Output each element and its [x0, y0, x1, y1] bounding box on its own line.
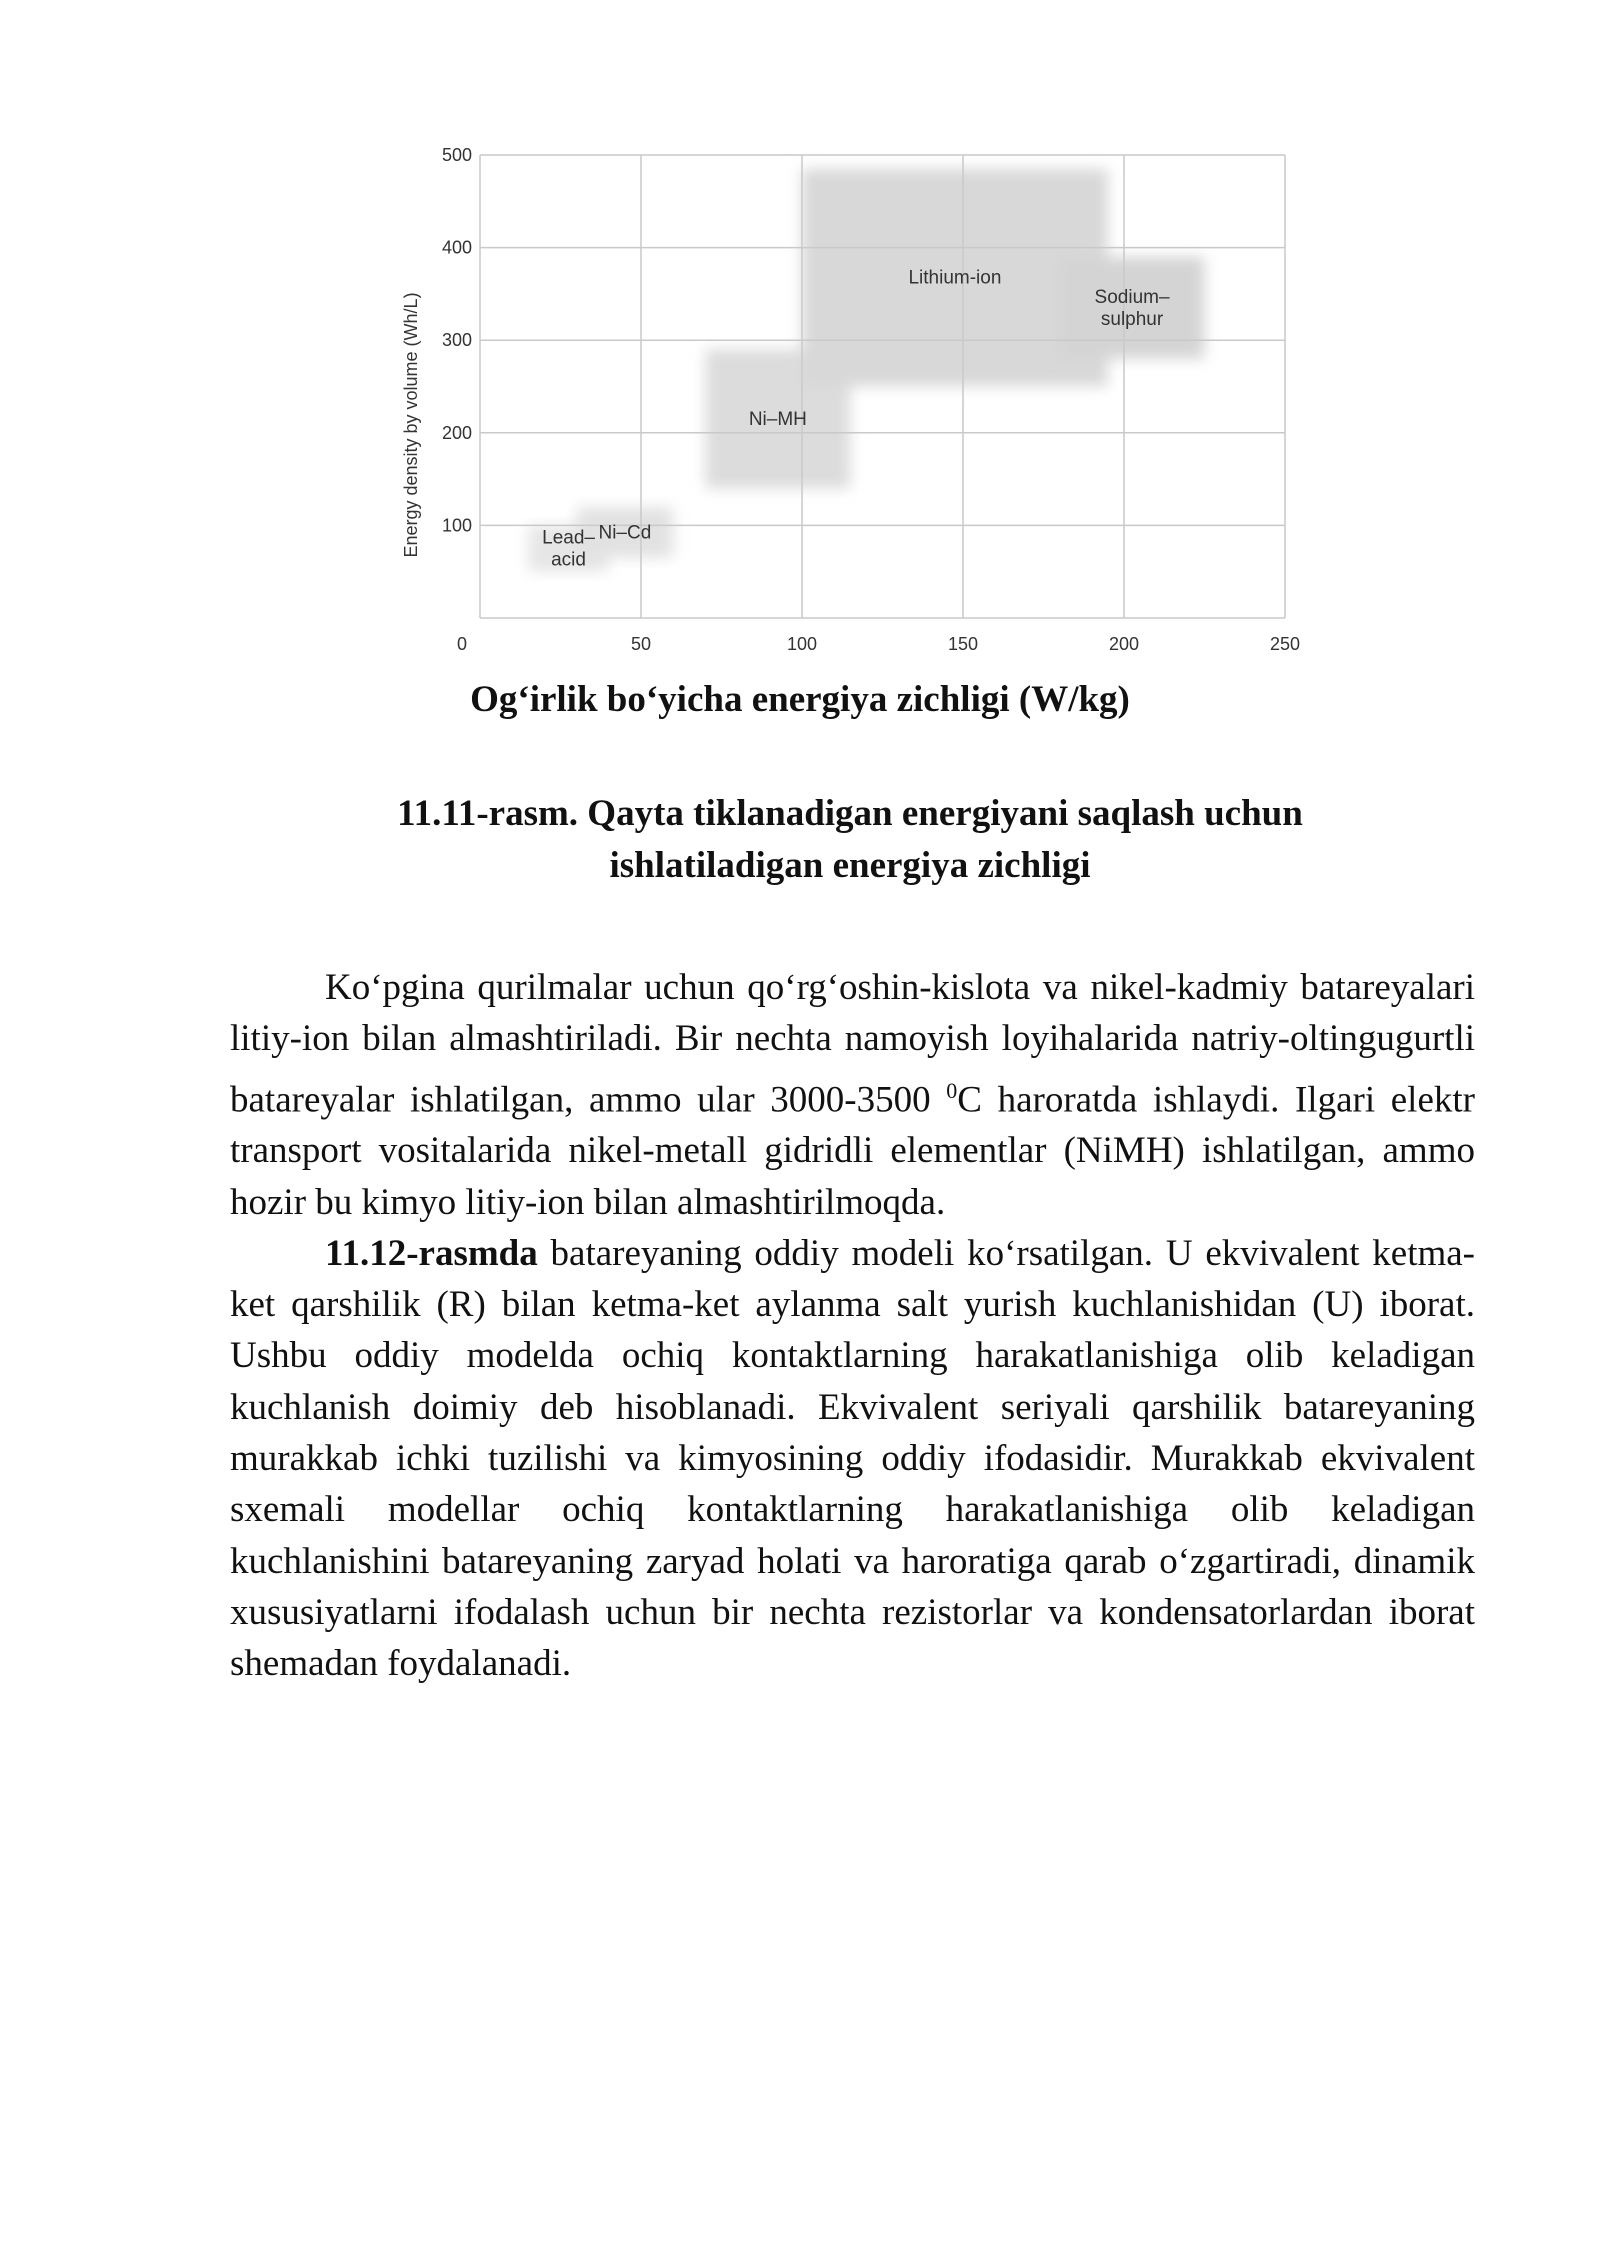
y-tick-label: 100: [441, 515, 472, 536]
region-label: acid: [551, 549, 586, 571]
x-tick-label: 0: [456, 634, 468, 654]
region-label: sulphur: [1100, 308, 1164, 330]
x-tick-label: 150: [947, 634, 979, 654]
y-axis-label: Energy density by volume (Wh/L): [401, 292, 421, 558]
degree-superscript: 0: [946, 1077, 958, 1103]
region-label: Lead–: [542, 527, 595, 549]
x-tick-label: 250: [1269, 634, 1301, 654]
figure-reference: 11.12-rasmda: [325, 1232, 538, 1274]
y-tick-label: 200: [441, 422, 472, 443]
x-tick-label: 200: [1108, 634, 1140, 654]
paragraph-2: [230, 1228, 1475, 1690]
body-text: [230, 962, 1475, 1689]
paragraph-1: [230, 962, 1475, 1228]
region-label: Ni–Cd: [598, 522, 652, 544]
region-label: Ni–MH: [748, 408, 807, 430]
region-label: Sodium–: [1094, 286, 1170, 308]
figure-caption: [300, 788, 1400, 892]
energy-density-chart: [395, 140, 1320, 670]
paragraph-2-text: batareyaning oddiy modeli ko‘rsatilgan. U ekvivalent ketma-ket qarshilik (R) bilan ketma-ket aylanma salt yurish kuchlanishidan (U) iborat. Ushbu oddiy modelda ochiq kontaktlarning harakatlanishiga olib keladigan kuchlanish doimiy deb hisoblanadi. Ekvivalent seriyali qarshilik batareyaning murakkab ichki tuzilishi va kimyosining oddiy ifodasidir. Murakkab ekvivalent sxemali modellar ochiq kontaktlarning harakatlanishiga olib keladigan kuchlanishini batareyaning zaryad holati va haroratiga qarab o‘zgartiradi, dinamik xususiyatlarni ifodalash uchun bir nechta rezistorlar va kondensatorlardan iborat shemadan foydalanadi.: [230, 1232, 1475, 1685]
caption-line-2: ishlatiladigan energiya zichligi: [609, 845, 1091, 886]
y-tick-label: 400: [441, 237, 472, 258]
paragraph-1-text-a: Ko‘pgina qurilmalar uchun qo‘rg‘oshin-kislota va nikel-kadmiy batareyalari litiy-ion bilan almashtiriladi. Bir nechta namoyish loyihalarida natriy-oltingugurtli batareyalar ishlatilgan, ammo ular 3000-3500: [230, 967, 1475, 1120]
region-label: Lithium-ion: [908, 267, 1002, 289]
x-axis-caption: Og‘irlik bo‘yicha energiya zichligi (W/kg): [470, 679, 1130, 720]
caption-line-1: 11.11-rasm. Qayta tiklanadigan energiyani saqlash uchun: [397, 793, 1303, 834]
y-tick-label: 300: [441, 330, 472, 351]
y-tick-label: 500: [441, 145, 472, 165]
paragraph-1-text-b: C haroratda ishlaydi. Ilgari elektr transport vositalarida nikel-metall gidridli elementlar (NiMH) ishlatilgan, ammo hozir bu kimyo litiy-ion bilan almashtirilmoqda.: [230, 1078, 1475, 1223]
x-tick-label: 50: [630, 634, 652, 654]
x-tick-label: 100: [786, 634, 818, 654]
